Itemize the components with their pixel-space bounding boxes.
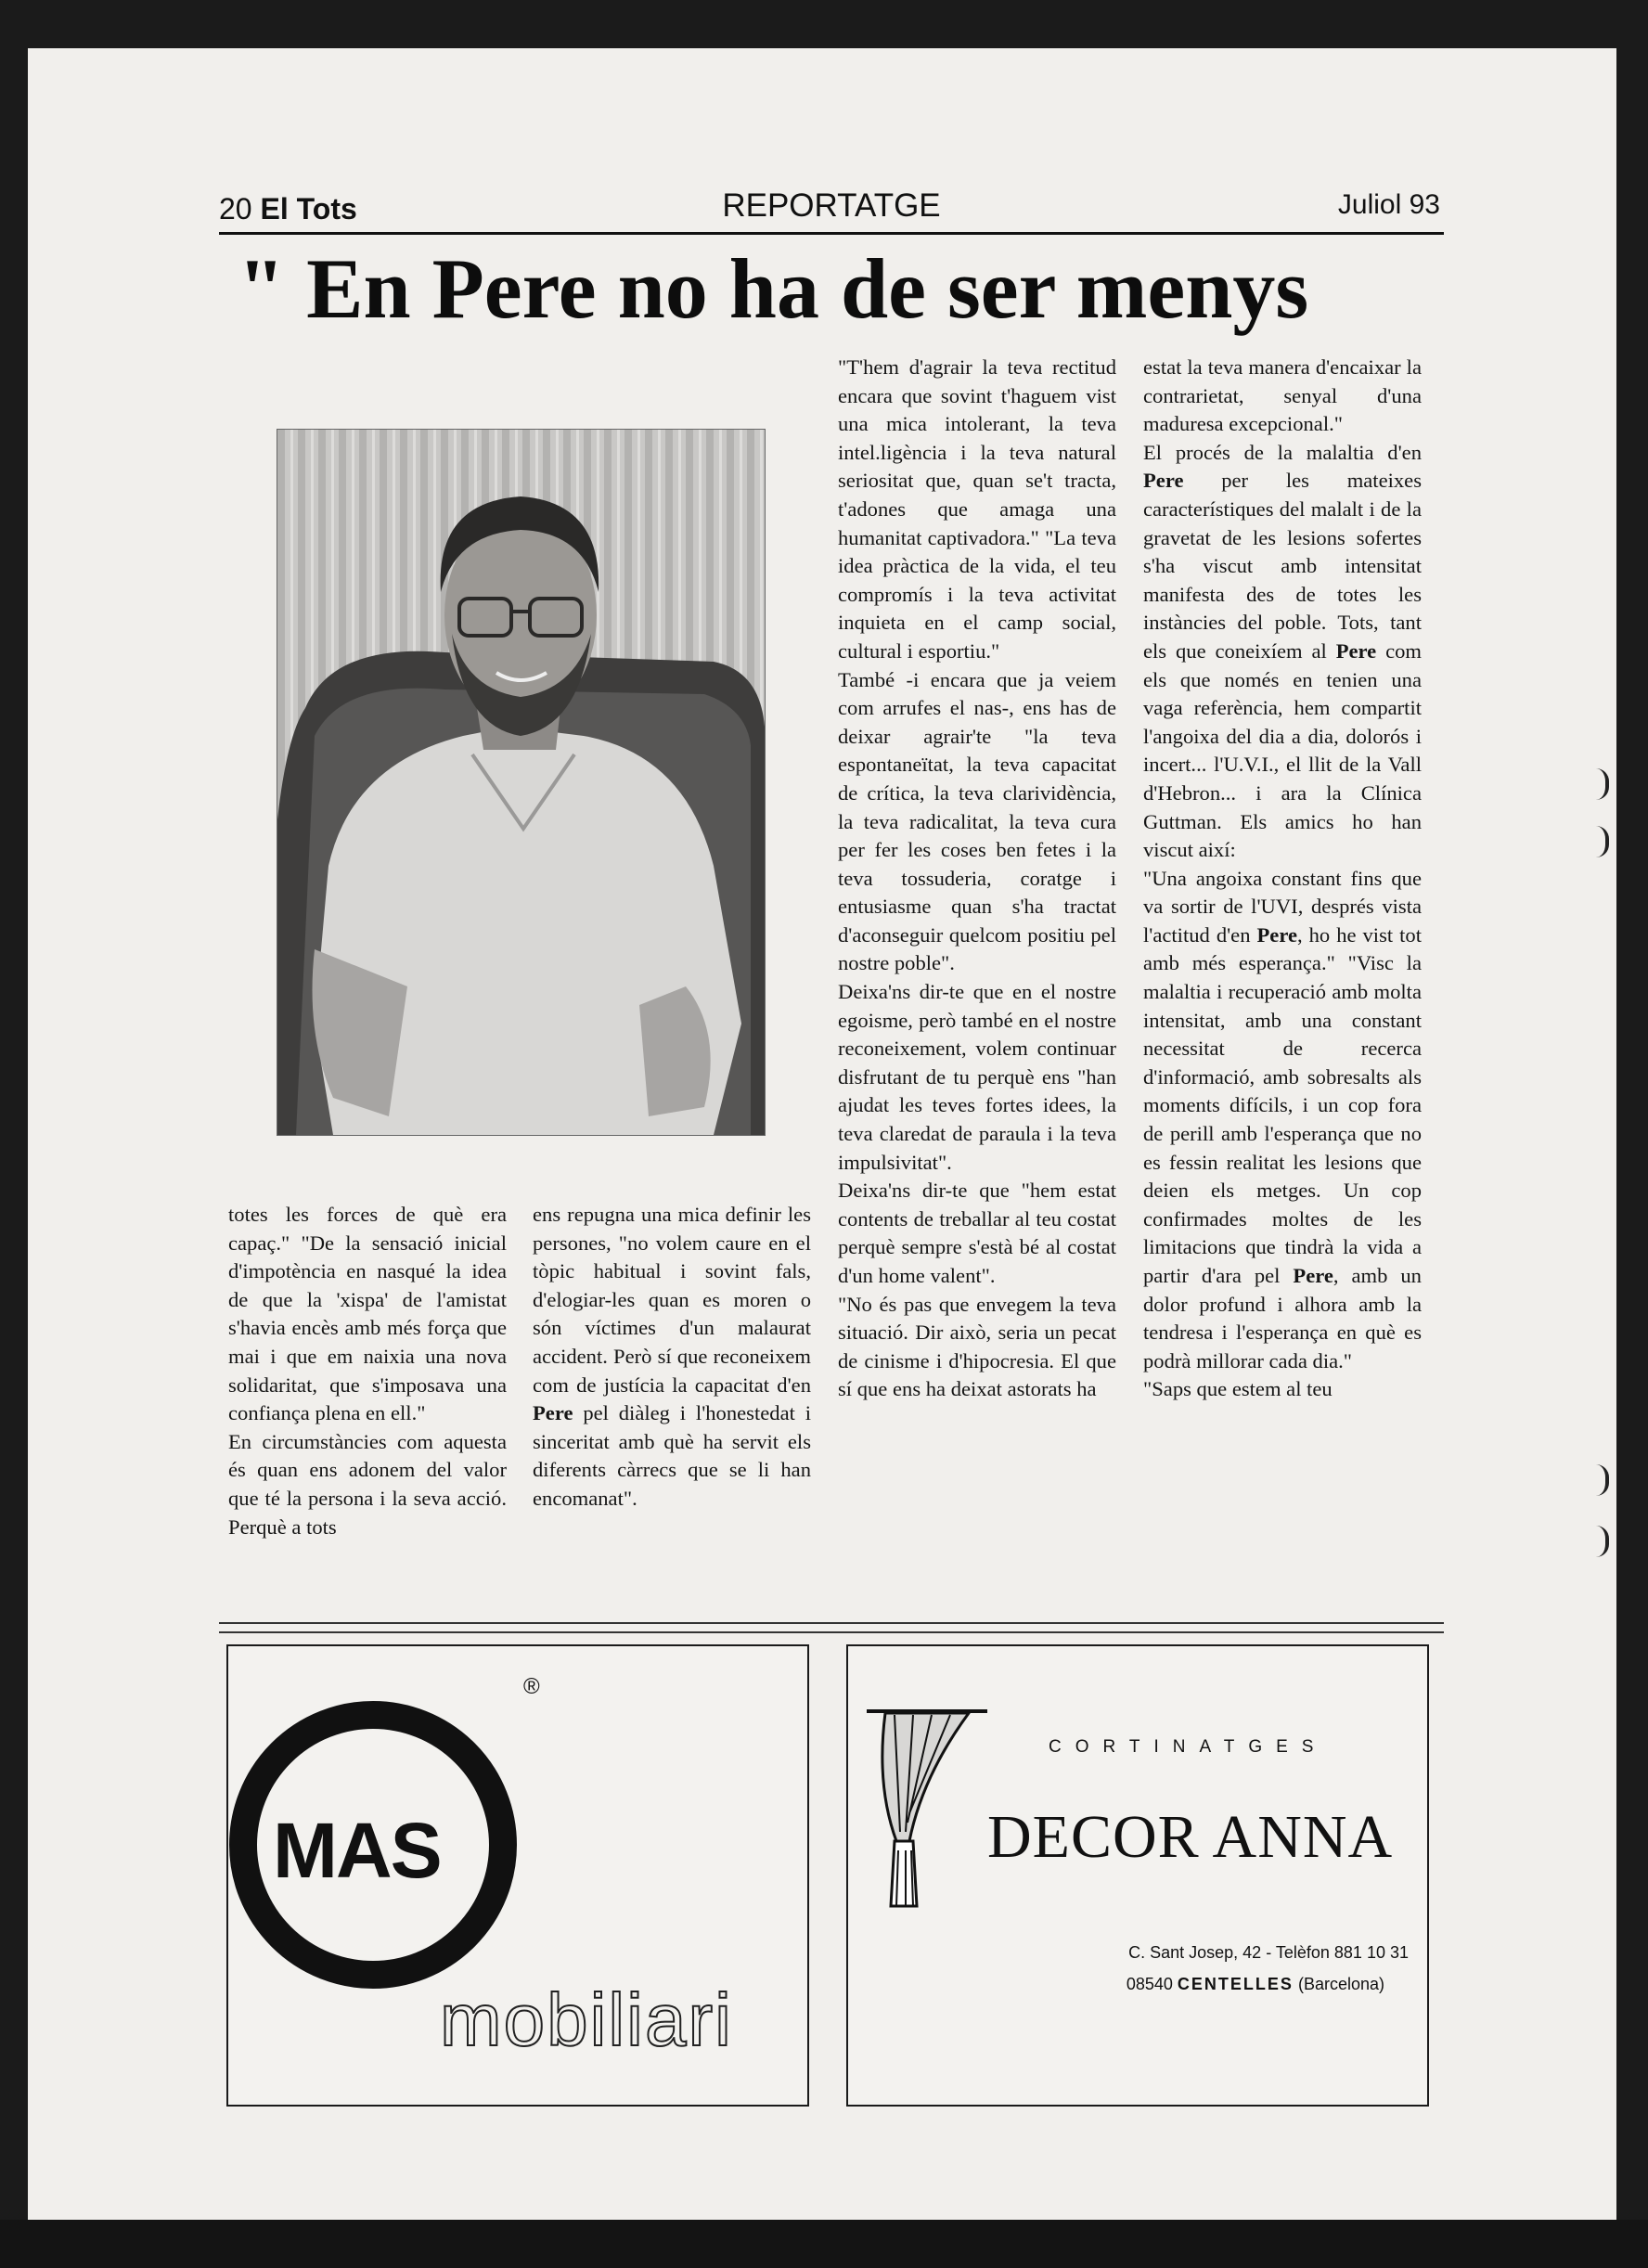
ad-divider-rule bbox=[219, 1622, 1444, 1624]
article-column-2 bbox=[533, 1201, 811, 1514]
decor-city: CENTELLES bbox=[1177, 1975, 1294, 1993]
decor-postcode: 08540 bbox=[1126, 1975, 1173, 1993]
article-column-4 bbox=[1143, 354, 1422, 1404]
name-bold: Pere bbox=[1256, 922, 1297, 947]
decor-address: C. Sant Josep, 42 - Telèfon 881 10 31 bbox=[1128, 1943, 1409, 1962]
publication-name: El Tots bbox=[260, 192, 357, 226]
portrait-photo bbox=[277, 429, 766, 1136]
ad-divider-rule bbox=[219, 1631, 1444, 1633]
article-headline: " En Pere no ha de ser menys bbox=[238, 241, 1309, 336]
name-bold: Pere bbox=[1143, 469, 1184, 493]
issue-date: Juliol 93 bbox=[1337, 189, 1440, 220]
name-bold: Pere bbox=[1335, 638, 1377, 663]
curtain-icon bbox=[857, 1702, 987, 1925]
decor-region: (Barcelona) bbox=[1297, 1975, 1384, 1993]
binder-hole-mark bbox=[1596, 768, 1609, 800]
text-run: , amb un dolor profund i alhora amb la tendresa i l'esperança en què es podrà millorar cada dia." bbox=[1143, 1264, 1422, 1372]
newspaper-page bbox=[28, 48, 1616, 2220]
scan-background bbox=[0, 2220, 1648, 2268]
mas-tagline: mobiliari bbox=[440, 1978, 733, 2061]
decor-brand-name: DECOR ANNA bbox=[987, 1803, 1394, 1871]
paragraph bbox=[1143, 865, 1422, 1376]
text-run: , ho he vist tot amb més esperança." "Visc la malaltia i recuperació amb molta intensitat, amb una constant necessitat de recerca d'informació, amb sobresalts als moments difícils, i un cop fora de perill amb l'esperança que no es fessin realitat les lesions que deien els metges. Un cop confirmades moltes de les limitacions que tindrà la vida a partir d'ara pel bbox=[1143, 922, 1422, 1287]
registered-mark: ® bbox=[523, 1674, 540, 1699]
text-run: ens repugna una mica definir les persones, "no volem caure en el tòpic habitual i sovint fals, d'elogiar-les quan es moren o són víctimes d'un malaurat accident. Però sí que reconeixem com de justícia la capacitat d'en bbox=[533, 1203, 811, 1397]
paragraph: També -i encara que ja veiem com arrufes el nas-, ens has de deixar agrair'te "la teva espontaneïtat, la teva capacitat de crítica, la teva clarividència, la teva radicalitat, la teva cura per fer les coses ben fetes i la teva tossuderia, coratge i entusiasme quan s'ha tractat d'aconseguir quelcom positiu pel nostre poble". bbox=[838, 667, 1116, 975]
paragraph: estat la teva manera d'encaixar la contrarietat, senyal d'una maduresa excepcional." bbox=[1143, 355, 1422, 436]
text-run: pel diàleg i l'honestedat i sinceritat amb què ha servit els diferents càrrecs que se li han encomanat". bbox=[533, 1401, 811, 1510]
decor-anna-ad bbox=[846, 1644, 1429, 2107]
portrait-photo-icon bbox=[277, 430, 765, 1135]
paragraph bbox=[1143, 439, 1422, 865]
paragraph: "T'hem d'agrair la teva rectitud encara que sovint t'haguem vist una mica intolerant, la teva intel.ligència i la teva natural seriositat que, quan se't tracta, t'adones que amaga una humanitat captivadora." "La teva idea pràctica de la vida, el teu compromís i la teva activitat inquieta en el camp social, cultural i esportiu." bbox=[838, 355, 1116, 663]
text-run: "Una angoixa constant fins que va sortir de l'UVI, després vista l'actitud d'en bbox=[1143, 866, 1422, 947]
binder-hole-mark bbox=[1596, 826, 1609, 857]
article-column-1 bbox=[228, 1201, 507, 1541]
paragraph bbox=[533, 1201, 811, 1514]
binder-hole-mark bbox=[1596, 1464, 1609, 1496]
paragraph: Deixa'ns dir-te que en el nostre egoisme, però també en el nostre reconeixement, volem continuar disfrutant de tu perquè ens "han ajudat les teves fortes idees, la teva claredat de paraula i la teva impulsivitat". bbox=[838, 980, 1116, 1174]
header-rule bbox=[219, 232, 1444, 235]
text-run: per les mateixes característiques del malalt i de la gravetat de les lesions sofertes s'ha viscut amb intensitat manifesta des de totes les instàncies del poble. Tots, tant els que coneixíem al bbox=[1143, 469, 1422, 663]
decor-category: CORTINATGES bbox=[1049, 1737, 1328, 1757]
name-bold: Pere bbox=[533, 1401, 573, 1425]
paragraph: "Saps que estem al teu bbox=[1143, 1377, 1333, 1401]
paragraph: totes les forces de què era capaç." "De la sensació inicial d'impotència en nasqué la idea de que la 'xispa' de l'amistat s'havia encès amb més força que mai i que em naixia una nova solidaritat, que s'imposava una confiança plena en ell." bbox=[228, 1203, 507, 1425]
paragraph: Deixa'ns dir-te que "hem estat contents de treballar al teu costat perquè sempre s'està bé al costat d'un home valent". bbox=[838, 1179, 1116, 1287]
section-title: REPORTATGE bbox=[722, 187, 941, 224]
text-run: El procés de la malaltia d'en bbox=[1143, 440, 1422, 464]
article-column-3 bbox=[838, 354, 1116, 1404]
binder-hole-mark bbox=[1596, 1526, 1609, 1557]
paragraph: "No és pas que envegem la teva situació. Dir això, seria un pecat de cinisme i d'hipocresia. El que sí que ens ha deixat astorats ha bbox=[838, 1292, 1116, 1401]
mas-mobiliari-ad bbox=[226, 1644, 809, 2107]
text-run: com els que només en tenien una vaga referència, hem compartit l'angoixa del dia a dia, dolorós i incert... l'U.V.I., el llit de la Vall d'Hebron... i ara la Clínica Guttman. Els amics ho han viscut així: bbox=[1143, 638, 1422, 862]
decor-location bbox=[1127, 1975, 1384, 1994]
page-number: 20 bbox=[219, 192, 252, 226]
page-header bbox=[219, 184, 1444, 228]
paragraph: En circumstàncies com aquesta és quan ens adonem del valor que té la persona i la seva acció. Perquè a tots bbox=[228, 1429, 507, 1539]
mas-brand-name: MAS bbox=[269, 1811, 444, 1889]
name-bold: Pere bbox=[1293, 1264, 1333, 1287]
